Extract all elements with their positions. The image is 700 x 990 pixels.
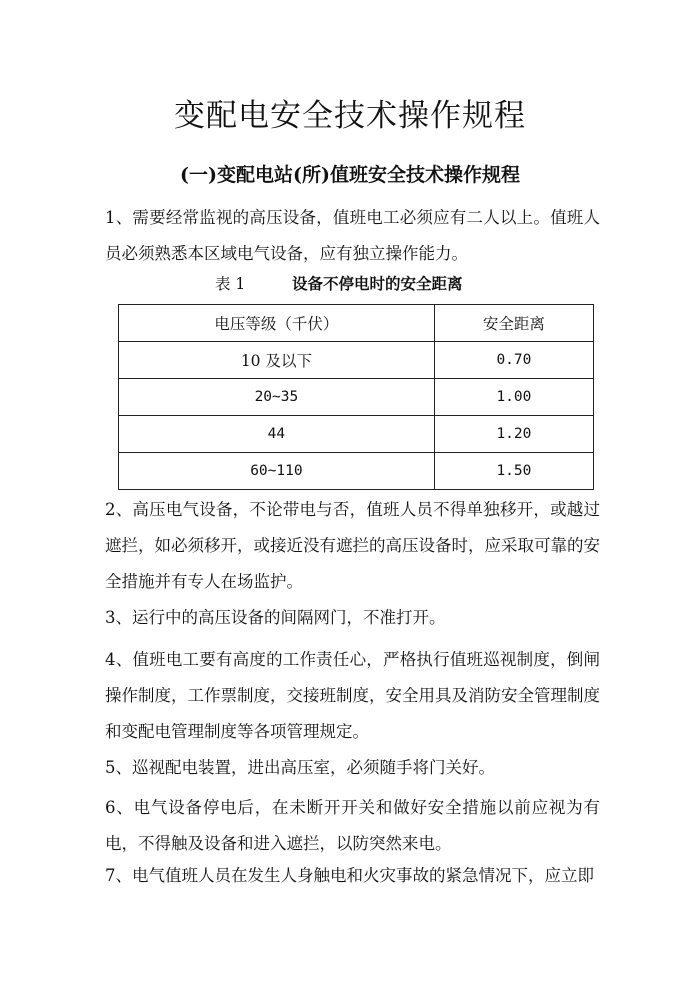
section-title: (一)变配电站(所)值班安全技术操作规程 [180,164,520,186]
safety-distance-table [118,304,594,490]
distance-cell: 1.00 [434,379,593,416]
paragraph-6: 6、电气设备停电后，在未断开开关和做好安全措施以前应视为有电，不得触及设备和进入遮拦，以防突然来电。 [105,798,600,853]
header-voltage: 电压等级（千伏） [119,305,435,342]
paragraph-1: 1、需要经常监视的高压设备，值班电工必须应有二人以上。值班人员必须熟悉本区域电气设备，应有独立操作能力。 [105,208,600,263]
voltage-cell: 20~35 [119,379,435,416]
distance-cell: 0.70 [434,342,593,379]
paragraph-5: 5、巡视配电装置，进出高压室，必须随手将门关好。 [105,758,495,777]
table-header-row [119,305,594,342]
paragraph-2: 2、高压电气设备，不论带电与否，值班人员不得单独移开，或越过遮拦，如必须移开，或接近没有遮拦的高压设备时，应采取可靠的安全措施并有专人在场监护。 [105,500,600,591]
table-row [119,416,594,453]
header-distance: 安全距离 [434,305,593,342]
table-row [119,453,594,490]
voltage-cell: 44 [119,416,435,453]
document-title: 变配电安全技术操作规程 [174,98,526,134]
voltage-cell: 10 及以下 [119,342,435,379]
table-caption-label: 表 1 [215,275,246,293]
paragraph-4: 4、值班电工要有高度的工作责任心，严格执行值班巡视制度，倒闸操作制度，工作票制度，交接班制度，安全用具及消防安全管理制度和变配电管理制度等各项管理规定。 [105,650,600,741]
paragraph-3: 3、运行中的高压设备的间隔网门，不准打开。 [105,608,446,627]
table-row [119,379,594,416]
table-caption-title: 设备不停电时的安全距离 [292,274,463,293]
paragraph-7: 7、电气值班人员在发生人身触电和火灾事故的紧急情况下，应立即 [105,866,594,885]
voltage-cell: 60~110 [119,453,435,490]
table-row [119,342,594,379]
distance-cell: 1.20 [434,416,593,453]
distance-cell: 1.50 [434,453,593,490]
